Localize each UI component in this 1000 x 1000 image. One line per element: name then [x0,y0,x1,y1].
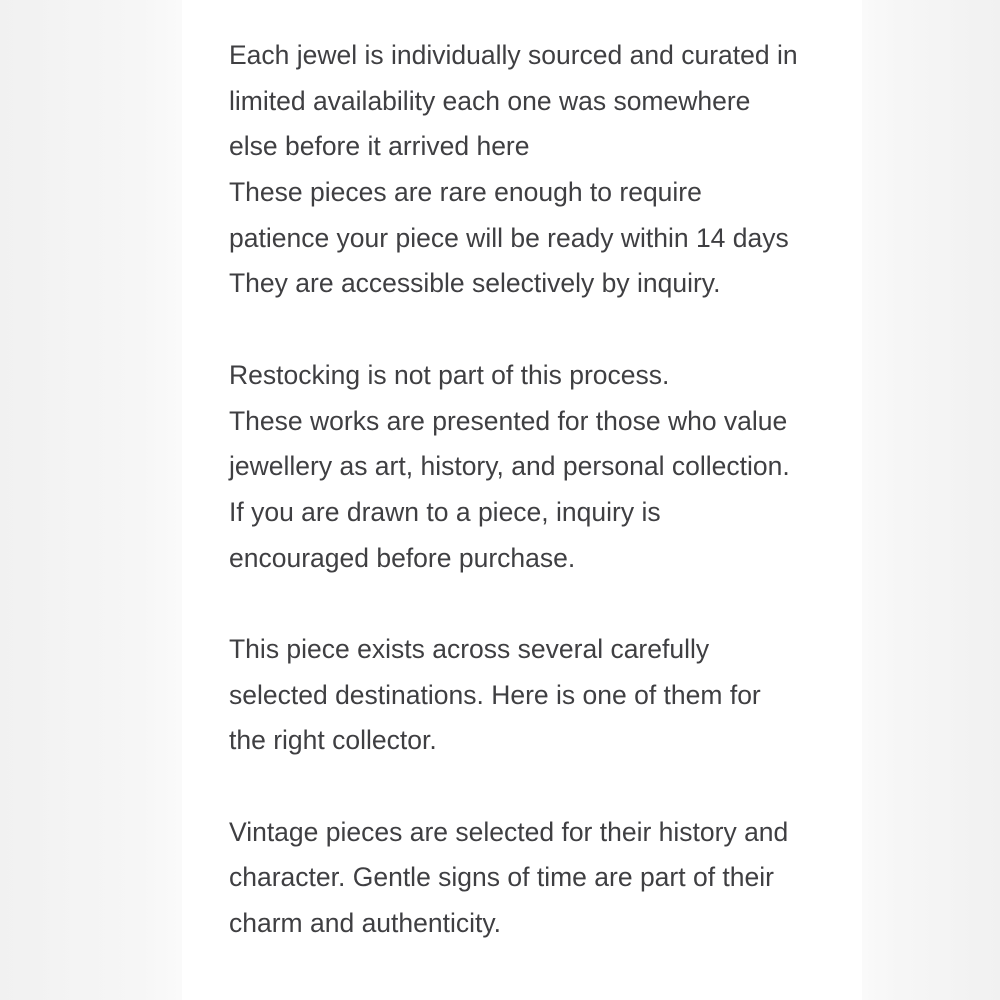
text-line: selected destinations. Here is one of them for [229,679,761,710]
text-line: These pieces are rare enough to require [229,177,702,208]
text-line: They are accessible selectively by inquiry. [229,268,721,299]
paragraph-destinations [229,627,849,764]
text-line: These works are presented for those who value [229,405,788,436]
text-line: If you are drawn to a piece, inquiry is [229,496,661,527]
paragraph-sourcing [229,33,849,307]
text-line: Each jewel is individually sourced and curated in [229,40,798,70]
text-line: else before it arrived here [229,131,530,162]
text-line: This piece exists across several carefully [229,633,710,664]
text-line: jewellery as art, history, and personal collection. [229,451,790,482]
paragraph-spacer [229,581,849,627]
text-line: limited availability each one was somewhere [229,85,751,116]
paragraph-restocking [229,353,849,581]
text-line: charm and authenticity. [229,908,502,939]
paragraph-spacer [229,764,849,810]
text-line: Restocking is not part of this process. [229,359,670,390]
description-text [229,33,849,947]
paragraph-spacer [229,307,849,353]
text-line: Vintage pieces are selected for their history and [229,816,789,847]
text-line: the right collector. [229,725,437,756]
text-line: patience your piece will be ready within 14 days [229,222,789,253]
paragraph-vintage [229,810,849,947]
text-card [182,0,862,1000]
text-line: character. Gentle signs of time are part of their [229,862,774,893]
text-line: encouraged before purchase. [229,542,576,573]
